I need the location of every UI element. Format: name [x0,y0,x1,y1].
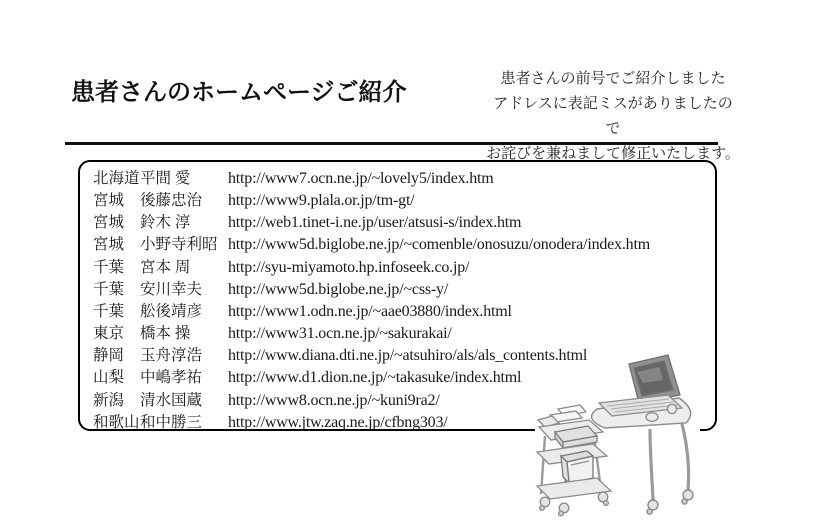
prefecture: 宮城 [93,214,125,232]
prefecture: 新潟 [93,391,125,409]
table-row [80,168,715,190]
title-rule [65,142,718,145]
homepage-url: http://www.d1.dion.ne.jp/~takasuke/index.html [228,369,522,387]
homepage-url: http://www.jtw.zaq.ne.jp/cfbng303/ [228,413,448,431]
table-row [80,190,715,212]
person-name: 和中勝三 [140,413,203,431]
prefecture: 宮城 [93,192,125,210]
person-name: 安川幸夫 [140,280,203,298]
homepage-url: http://www31.ocn.ne.jp/~sakurakai/ [228,325,452,343]
prefecture: 千葉 [93,258,125,276]
homepage-url: http://www7.ocn.ne.jp/~lovely5/index.htm [228,170,494,187]
homepage-url: http://syu-miyamoto.hp.infoseek.co.jp/ [228,258,470,276]
table-row [80,323,715,345]
person-name: 玉舟淳浩 [140,347,203,365]
table-row [80,279,715,301]
homepage-url: http://www.diana.dti.ne.jp/~atsuhiro/als/als_contents.html [228,347,588,365]
prefecture: 宮城 [93,236,125,254]
person-name: 平間 愛 [140,170,191,187]
table-row [80,212,715,234]
homepage-url: http://www1.odn.ne.jp/~aae03880/index.html [228,302,512,320]
computer-desk-illustration [533,352,705,518]
table-row [80,234,715,256]
homepage-url: http://www9.plala.or.jp/tm-gt/ [228,192,415,210]
notice-line-1: 患者さんの前号でご紹介しました [500,70,726,87]
prefecture: 東京 [93,325,125,343]
prefecture: 山梨 [93,369,125,387]
table-row [80,301,715,323]
person-name: 後藤忠治 [140,192,203,210]
person-name: 清水国蔵 [140,391,203,409]
person-name: 鈴木 淳 [140,214,191,232]
correction-notice [486,66,740,166]
homepage-url: http://www5d.biglobe.ne.jp/~comenble/onosuzu/onodera/index.htm [228,236,650,254]
prefecture: 和歌山 [93,413,140,431]
prefecture: 千葉 [93,280,125,298]
person-name: 橋本 操 [140,325,191,343]
prefecture: 静岡 [93,347,125,365]
homepage-url: http://web1.tinet-i.ne.jp/user/atsusi-s/index.htm [228,214,522,232]
person-name: 舩後靖彦 [140,302,203,320]
person-name: 小野寺利昭 [140,236,218,254]
notice-line-3: お詫びを兼ねまして修正いたします。 [486,145,740,162]
notice-line-2: アドレスに表記ミスがありましたので [493,95,733,137]
prefecture: 北海道 [93,170,140,187]
person-name: 宮本 周 [140,258,191,276]
homepage-url: http://www5d.biglobe.ne.jp/~css-y/ [228,280,449,298]
homepage-url: http://www8.ocn.ne.jp/~kuni9ra2/ [228,391,440,409]
prefecture: 千葉 [93,302,125,320]
table-row [80,257,715,279]
page-title: 患者さんのホームページご紹介 [71,80,407,106]
person-name: 中嶋孝祐 [140,369,203,387]
